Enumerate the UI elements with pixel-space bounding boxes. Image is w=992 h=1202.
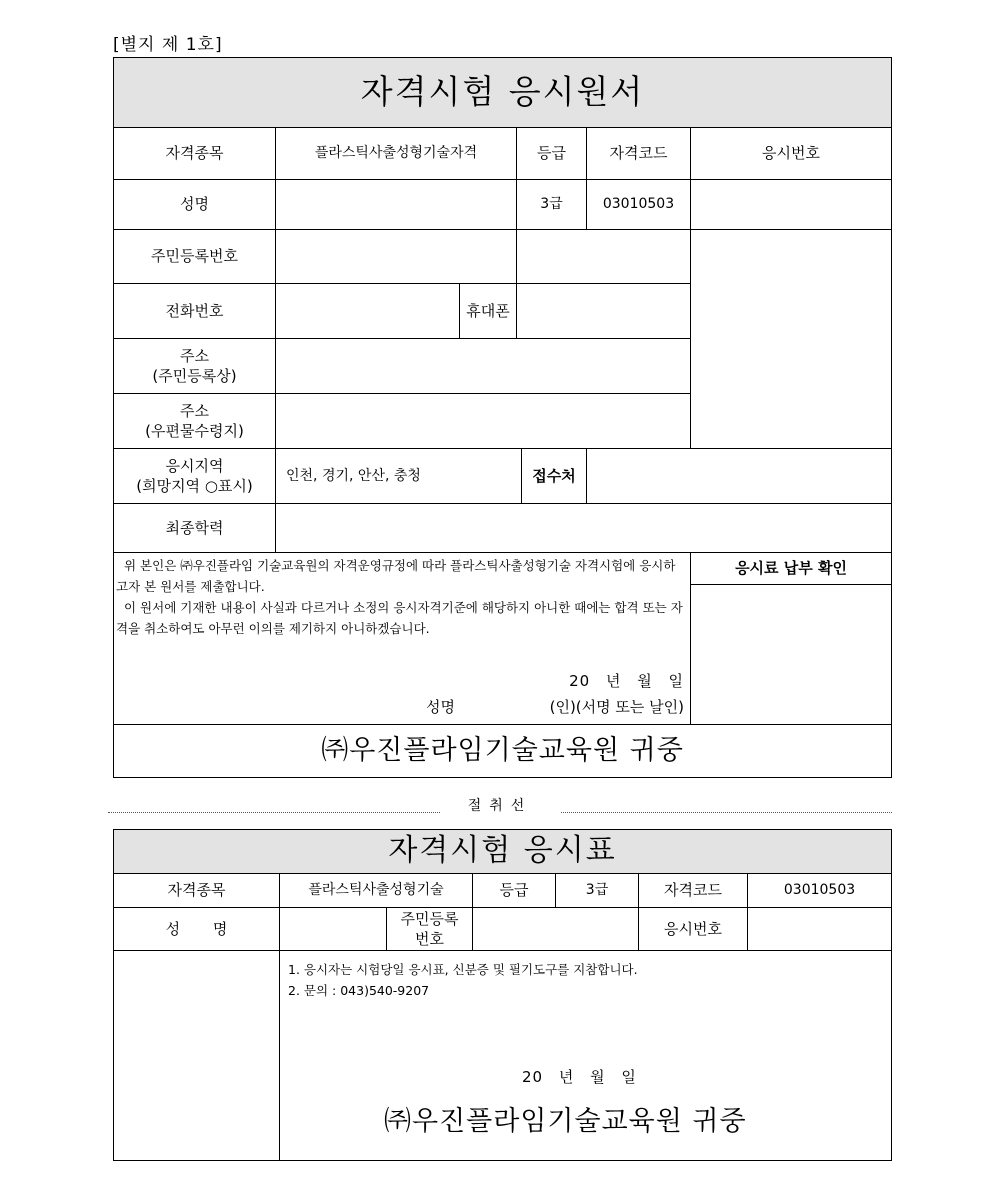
address2-label: 주소 (우편물수령지) bbox=[114, 394, 276, 449]
name-label: 성명 bbox=[114, 180, 276, 230]
sign-seal-label: (인)(서명 또는 날인) bbox=[549, 698, 684, 716]
application-title: 자격시험 응시원서 bbox=[114, 58, 892, 128]
phone-field[interactable] bbox=[276, 284, 460, 339]
address2-field[interactable] bbox=[276, 394, 691, 449]
education-field[interactable] bbox=[276, 504, 892, 553]
ticket-field-value: 플라스틱사출성형기술 bbox=[280, 874, 473, 908]
attachment-label: [별지 제 1호] bbox=[113, 35, 223, 55]
education-label: 최종학력 bbox=[114, 504, 276, 553]
region-options[interactable]: 인천, 경기, 안산, 충청 bbox=[276, 449, 522, 504]
ticket-note-1: 1. 응시자는 시험당일 응시표, 신분증 및 필기도구를 지참합니다. bbox=[288, 962, 638, 977]
name-field[interactable] bbox=[276, 180, 517, 230]
application-issuer: ㈜우진플라임기술교육원 귀중 bbox=[114, 725, 892, 778]
ticket-code-label: 자격코드 bbox=[639, 874, 748, 908]
ticket-code-value: 03010503 bbox=[748, 874, 892, 908]
ticket-grade-value: 3급 bbox=[556, 874, 639, 908]
declaration bbox=[114, 553, 691, 725]
application-form bbox=[113, 57, 892, 778]
resident-no-field-2[interactable] bbox=[517, 230, 691, 284]
fee-confirm-label: 응시료 납부 확인 bbox=[691, 553, 892, 585]
declaration-paragraph-2: 이 원서에 기재한 내용이 사실과 다르거나 소정의 응시자격기준에 해당하지 아니한 때에는 합격 또는 자격을 취소하여도 아무런 이의를 제기하지 아니하겠습니다. bbox=[116, 600, 683, 636]
ticket-name-label: 성 명 bbox=[114, 908, 280, 951]
resident-no-label: 주민등록번호 bbox=[114, 230, 276, 284]
receiver-field[interactable] bbox=[587, 449, 892, 504]
cut-line-label: 절취선 bbox=[440, 795, 560, 815]
phone-label: 전화번호 bbox=[114, 284, 276, 339]
mobile-label: 휴대폰 bbox=[460, 284, 517, 339]
ticket-grade-label: 등급 bbox=[473, 874, 556, 908]
ticket-date: 20 년 월 일 bbox=[522, 1068, 637, 1086]
exam-no-label: 응시번호 bbox=[691, 128, 892, 180]
field-value: 플라스틱사출성형기술자격 bbox=[276, 128, 517, 180]
field-label: 자격종목 bbox=[114, 128, 276, 180]
receiver-label: 접수처 bbox=[522, 449, 587, 504]
ticket-issuer: ㈜우진플라임기술교육원 귀중 bbox=[384, 1106, 747, 1137]
fee-confirm-field[interactable] bbox=[691, 585, 892, 725]
ticket-resident-no-field[interactable] bbox=[473, 908, 639, 951]
ticket-note-2: 2. 문의 : 043)540-9207 bbox=[288, 983, 430, 998]
resident-no-field-1[interactable] bbox=[276, 230, 517, 284]
photo-box bbox=[691, 230, 892, 449]
ticket-notes bbox=[280, 951, 892, 1161]
address1-field[interactable] bbox=[276, 339, 691, 394]
ticket-exam-no-field[interactable] bbox=[748, 908, 892, 951]
application-date: 20 년 월 일 bbox=[569, 672, 684, 690]
sign-name-label: 성명 bbox=[426, 698, 455, 716]
mobile-field[interactable] bbox=[517, 284, 691, 339]
declaration-paragraph-1: 위 본인은 ㈜우진플라임 기술교육원의 자격운영규정에 따라 플라스틱사출성형기술 자격시험에 응시하고자 본 원서를 제출합니다. bbox=[116, 558, 676, 594]
ticket-name-field[interactable] bbox=[280, 908, 387, 951]
ticket-field-label: 자격종목 bbox=[114, 874, 280, 908]
region-label: 응시지역 (희망지역 ○표시) bbox=[114, 449, 276, 504]
grade-value: 3급 bbox=[517, 180, 587, 230]
address1-label: 주소 (주민등록상) bbox=[114, 339, 276, 394]
exam-no-field[interactable] bbox=[691, 180, 892, 230]
ticket-photo-box bbox=[114, 951, 280, 1161]
admission-ticket bbox=[113, 829, 892, 1161]
ticket-resident-no-label: 주민등록 번호 bbox=[387, 908, 473, 951]
ticket-exam-no-label: 응시번호 bbox=[639, 908, 748, 951]
grade-label: 등급 bbox=[517, 128, 587, 180]
code-value: 03010503 bbox=[587, 180, 691, 230]
code-label: 자격코드 bbox=[587, 128, 691, 180]
ticket-title: 자격시험 응시표 bbox=[114, 830, 892, 874]
